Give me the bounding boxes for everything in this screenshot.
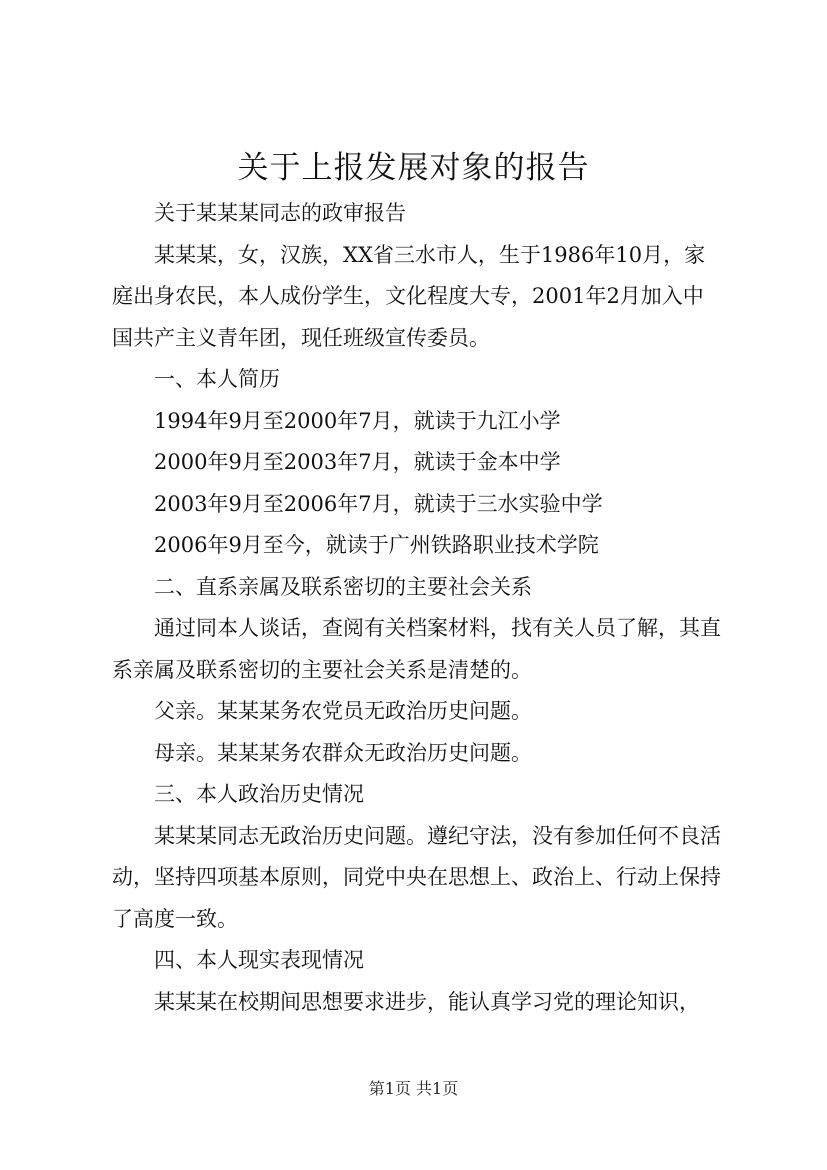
- resume-entry: 2006年9月至今，就读于广州铁路职业技术学院: [154, 533, 599, 557]
- paragraph-basic-info: 某某某，女，汉族，XX省三水市人，生于1986年10月，家庭出身农民，本人成份学生，文化程度大专，2001年2月加入中国共产主义青年团，现任班级宣传委员。: [112, 242, 706, 350]
- section-heading-political-history: 三、本人政治历史情况: [154, 782, 364, 806]
- relation-mother: 母亲。某某某务农群众无政治历史问题。: [154, 740, 532, 765]
- section-heading-resume: 一、本人简历: [154, 367, 280, 391]
- paragraph-relations: 通过同本人谈话，查阅有关档案材料，找有关人员了解，其直系亲属及联系密切的主要社会关系是清楚的。: [112, 616, 721, 682]
- resume-entry: 1994年9月至2000年7月，就读于九江小学: [154, 408, 561, 433]
- paragraph-current-performance: 某某某在校期间思想要求进步，能认真学习党的理论知识，: [154, 989, 700, 1014]
- section-heading-current-performance: 四、本人现实表现情况: [154, 948, 364, 972]
- paragraph-subtitle: 关于某某某同志的政审报告: [154, 201, 406, 225]
- paragraph-political-history: 某某某同志无政治历史问题。遵纪守法，没有参加任何不良活动，坚持四项基本原则，同党中央在思想上、政治上、行动上保持了高度一致。: [112, 823, 721, 931]
- document-body: [112, 193, 724, 1023]
- document-title: 关于上报发展对象的报告: [237, 150, 590, 186]
- section-heading-relations: 二、直系亲属及联系密切的主要社会关系: [154, 574, 532, 599]
- resume-entry: 2003年9月至2006年7月，就读于三水实验中学: [154, 491, 603, 516]
- resume-entry: 2000年9月至2003年7月，就读于金本中学: [154, 450, 561, 474]
- relation-father: 父亲。某某某务农党员无政治历史问题。: [154, 699, 532, 723]
- page-footer: 第1页 共1页: [368, 1079, 459, 1098]
